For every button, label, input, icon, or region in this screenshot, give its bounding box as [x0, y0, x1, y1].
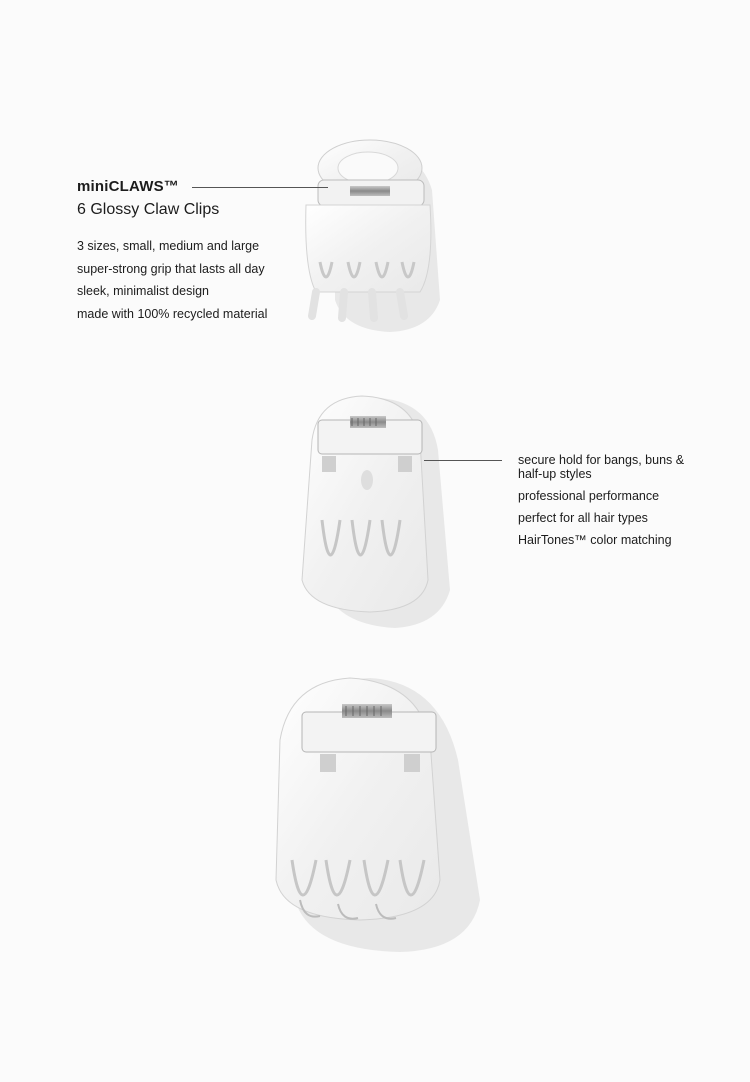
feature-item: made with 100% recycled material	[77, 306, 268, 321]
feature-item: secure hold for bangs, buns & half-up styles	[518, 453, 685, 481]
features-middle-list	[518, 453, 688, 555]
small-claw-clip-image	[306, 140, 440, 332]
product-subtitle: 6 Glossy Claw Clips	[77, 201, 220, 218]
feature-item: 3 sizes, small, medium and large	[77, 239, 260, 253]
medium-claw-clip-image	[302, 396, 450, 628]
features-top-list	[77, 235, 267, 325]
feature-item: perfect for all hair types	[518, 511, 648, 525]
title-leader-line	[192, 187, 328, 188]
large-claw-clip-image	[276, 678, 480, 952]
feature-item: sleek, minimalist design	[77, 284, 209, 298]
product-info	[77, 178, 267, 325]
product-title: miniCLAWS™	[77, 178, 179, 195]
features-leader-line	[424, 460, 502, 461]
feature-item: super-strong grip that lasts all day	[77, 261, 265, 276]
feature-item: professional performance	[518, 489, 660, 503]
feature-item: HairTones™ color matching	[518, 533, 672, 547]
